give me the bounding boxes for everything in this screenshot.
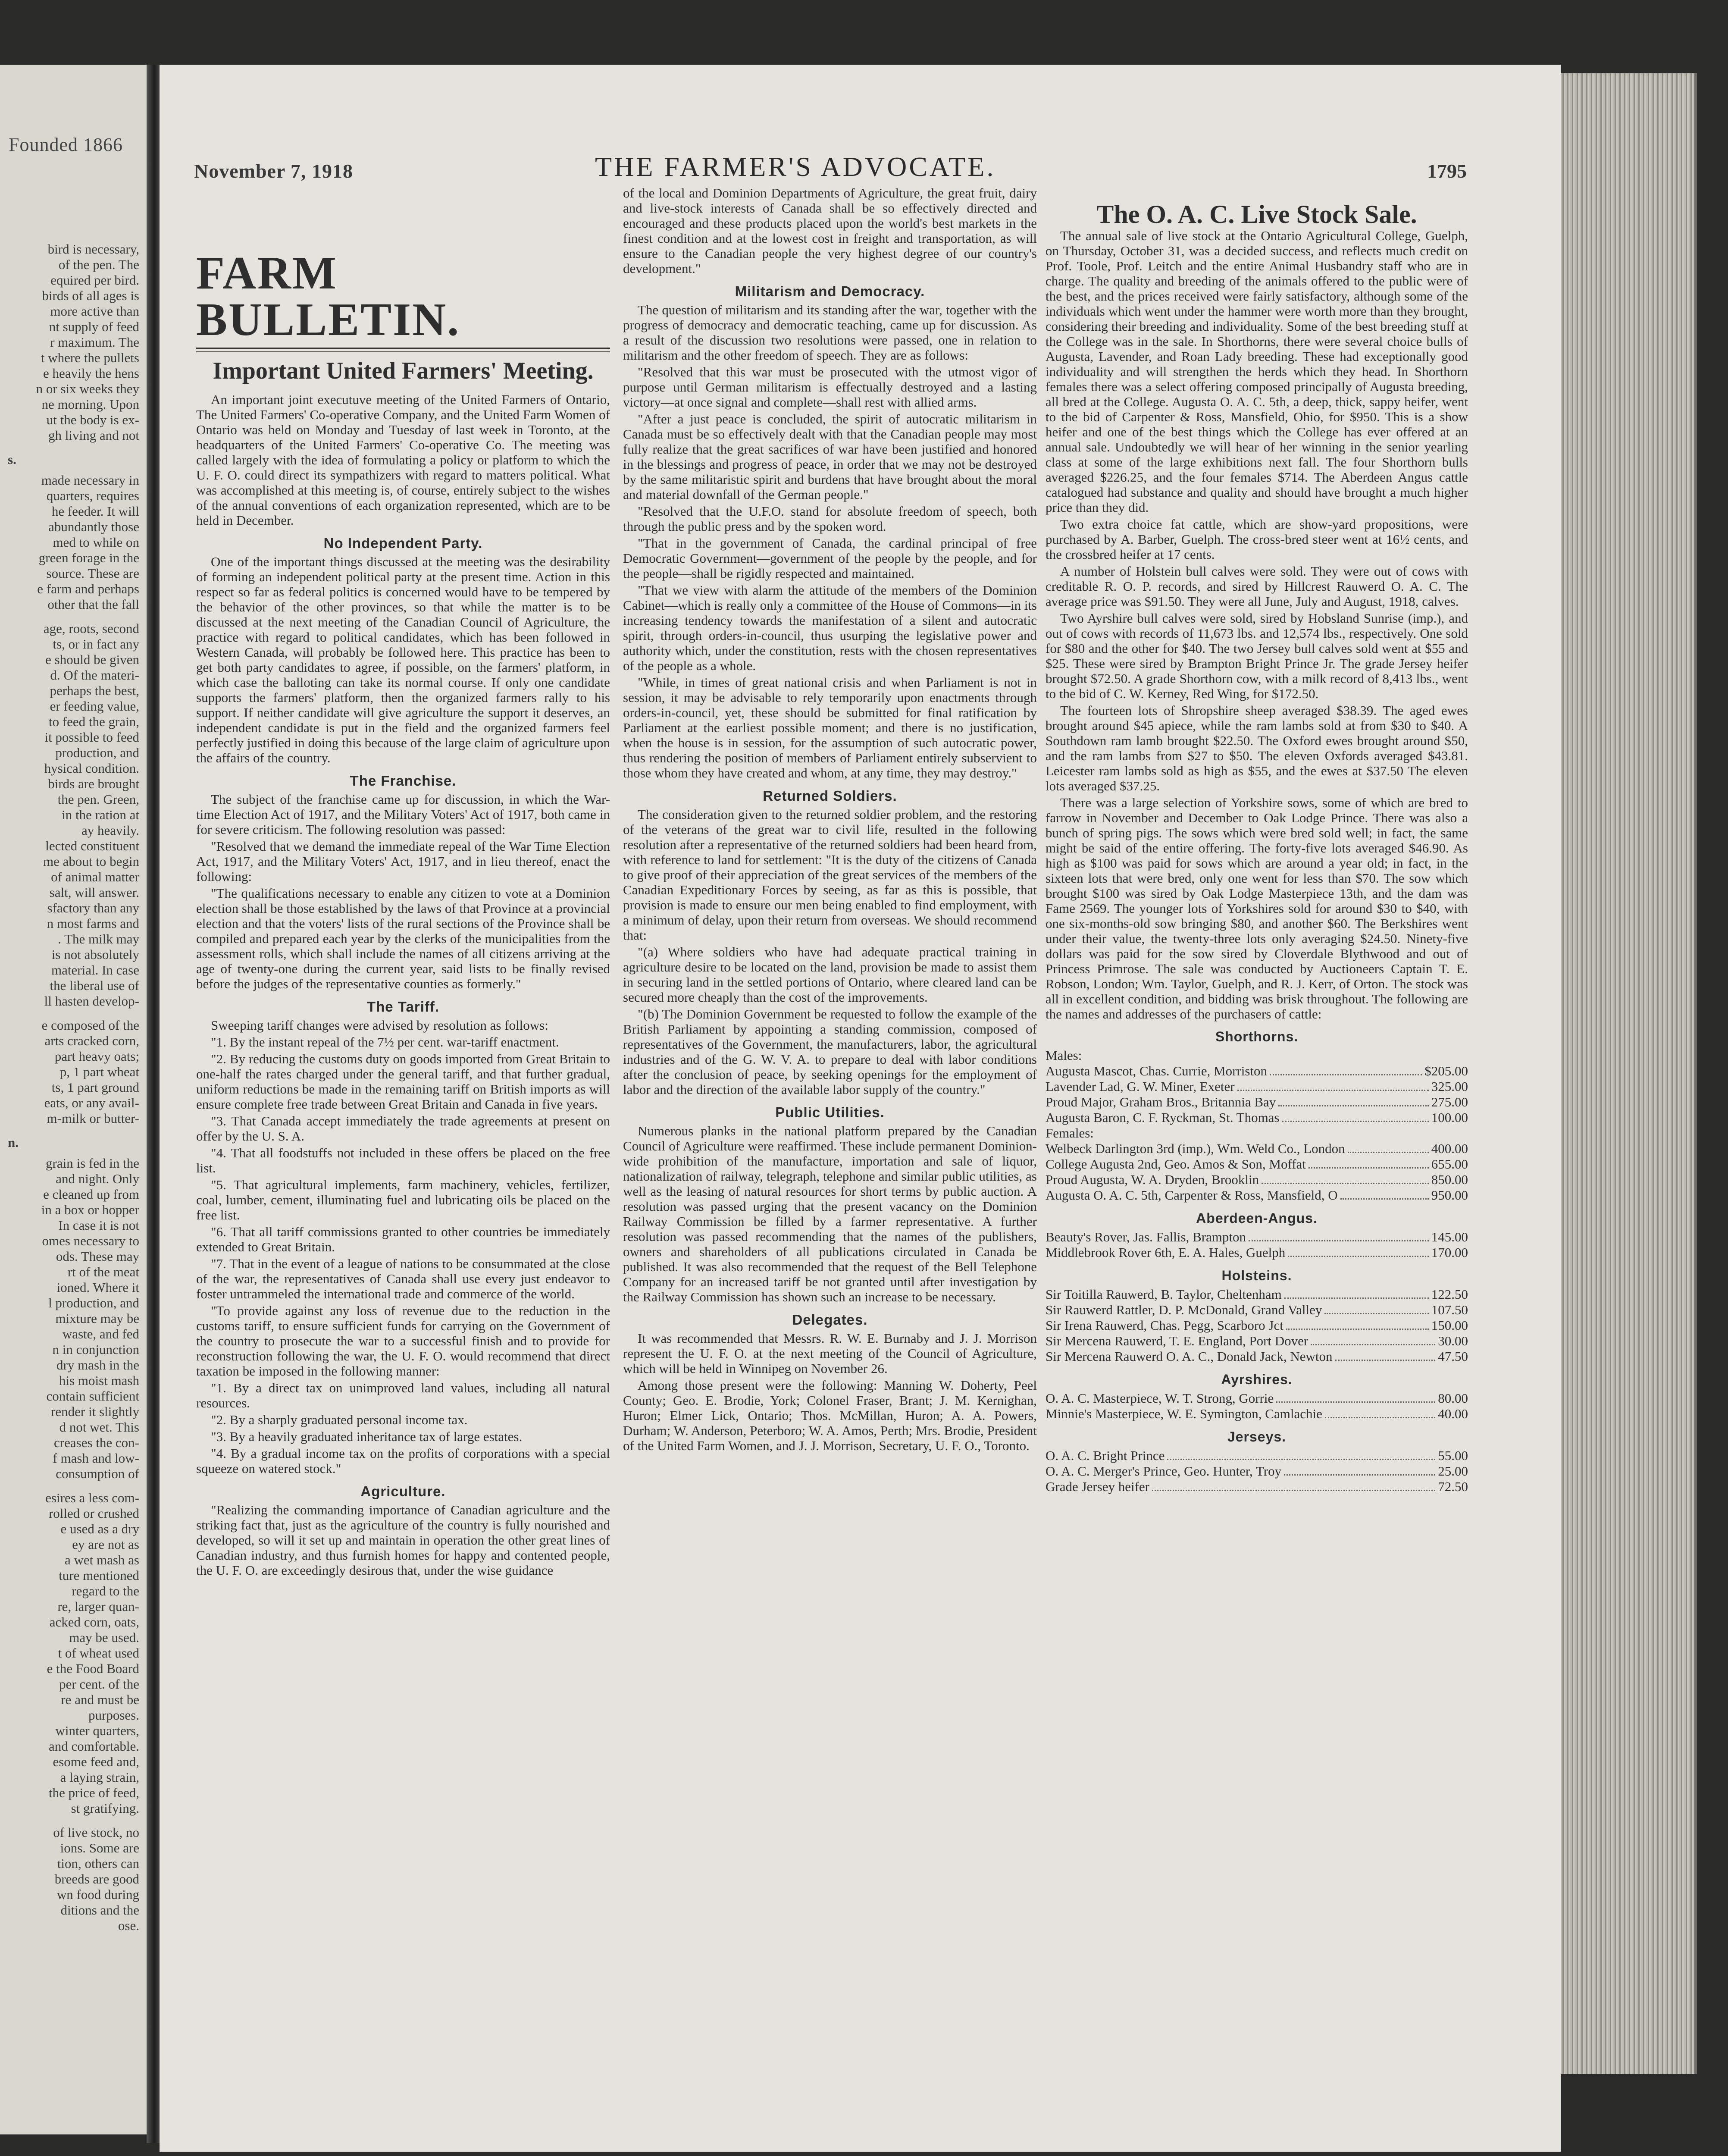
purchaser-entry: Welbeck Darlington 3rd (imp.), Wm. Weld Co., London [1046,1141,1345,1156]
leader-dots [1278,1105,1428,1106]
paragraph: "4. By a gradual income tax on the profits of corporations with a special squeeze on watered stock." [196,1446,610,1476]
purchaser-entry: O. A. C. Masterpiece, W. T. Strong, Gorrie [1046,1391,1274,1406]
paragraph: "1. By a direct tax on unimproved land values, including all natural resources. [196,1380,610,1410]
subheading: Public Utilities. [775,1104,885,1120]
leader-dots [1284,1297,1429,1299]
title-rule [196,348,610,352]
paragraph: "7. That in the event of a league of nations to be consummated at the close of the war, the representatives of Canada shall use every just endeavor to foster untrammeled the international trade and commerce of the world. [196,1256,610,1301]
sale-price: 55.00 [1438,1448,1468,1463]
subheading: Jerseys. [1227,1429,1287,1445]
subheading: Returned Soldiers. [763,788,897,804]
purchaser-entry: Sir Mercena Rauwerd O. A. C., Donald Jack, Newton [1046,1349,1333,1364]
sale-price: 107.50 [1431,1302,1468,1317]
left-fragment: s. [8,452,16,467]
leader-dots [1284,1474,1435,1476]
group-label: Males: [1046,1048,1082,1063]
price-row [1046,1302,1468,1318]
group-label: Females: [1046,1125,1094,1141]
running-head-founded: Founded 1866 [9,134,123,155]
sale-price: 30.00 [1438,1333,1468,1348]
paragraph: "3. By a heavily graduated inheritance tax of large estates. [211,1429,523,1444]
purchaser-entry: Minnie's Masterpiece, W. E. Symington, Camlachie [1046,1406,1322,1421]
paragraph: Two extra choice fat cattle, which are show-yard propositions, were purchased by A. Barber, Guelph. The cross-bred steer went at 16½ cents, and the crossbred heifer at 17 cents. [1046,517,1468,562]
left-fragment: grain is fed in the and night. Only e cleaned up from in a box or hopper In case it is not omes necessary to ods. These may rt of the meat ioned. Where it l production, and mixture may be waste, and fed n in conjunction dry mash in the his moist mash contain sufficient render it slightly d not wet. This creases the con- f mash and low- consumption of [41,1156,139,1481]
paragraph: "6. That all tariff commissions granted to other countries be immediately extended to Great Britain. [196,1224,610,1254]
leader-dots [1324,1313,1428,1314]
price-row [1046,1110,1468,1125]
page-number: 1795 [1427,160,1467,182]
leader-dots [1237,1090,1429,1091]
paragraph: The consideration given to the returned soldier problem, and the restoring of the veterans of the great war to civil life, resulted in the following resolution after a representative of the returned soldiers had been heard from, with reference to land for settlement: "It is the duty of the citizens of Canada to give proof of their appreciation of the great services of the members of the Canadian Expeditionary Forces by seeing, as far as this is possible, that provision is made to ensure our men being enabled to find employment, with a minimum of delay, upon their return from overseas. We should recommend that: [623,807,1037,943]
sale-price: 145.00 [1431,1229,1468,1244]
purchaser-entry: Augusta O. A. C. 5th, Carpenter & Ross, Mansfield, O [1046,1188,1338,1203]
price-list-aberdeen [1046,1229,1468,1260]
paragraph: It was recommended that Messrs. R. W. E. Burnaby and J. J. Morrison represent the U. F. O. at the next meeting of the Council of Agriculture, which will be held in Winnipeg on November 26. [623,1331,1037,1376]
paragraph: The question of militarism and its standing after the war, together with the progress of democracy and democratic teaching, came up for discussion. As a result of the discussion two resolutions were passed, one in relation to militarism and the other freedom of speech. They are as follows: [623,302,1037,363]
purchaser-entry: Augusta Mascot, Chas. Currie, Morriston [1046,1063,1268,1078]
paragraph: Sweeping tariff changes were advised by resolution as follows: [211,1018,548,1033]
leader-dots [1288,1256,1429,1257]
paragraph: "Resolved that this war must be prosecuted with the utmost vigor of purpose until German militarism is effectually destroyed and a lasting victory—at once signal and complete—shall rest with allied arms. [623,364,1037,410]
column-1 [196,250,610,1579]
purchaser-entry: Proud Augusta, W. A. Dryden, Brooklin [1046,1172,1259,1187]
subheading: The Tariff. [366,999,440,1015]
paragraph: The subject of the franchise came up for discussion, in which the War-time Election Act of 1917, and the Military Voters' Act of 1917, both came in for severe criticism. The following resolution was passed: [196,792,610,837]
price-row [1046,1318,1468,1333]
sale-price: 275.00 [1431,1094,1468,1109]
subheading: Delegates. [792,1312,868,1328]
paragraph: "The qualifications necessary to enable any citizen to vote at a Dominion election shall be those established by the laws of that Province at a provincial election and that the voters' lists of the rural sections of the Province shall be compiled and prepared each year by the clerks of the municipalities from the assessment rolls, which shall include the names of all citizens arriving at the age of twenty-one during the current year, said lists to be finally revised before the judges of the representative counties as formerly." [196,886,610,991]
publication-title: THE FARMER'S ADVOCATE. [595,151,996,182]
sale-price: 40.00 [1438,1406,1468,1421]
section-title: FARM BULLETIN. [196,248,460,345]
price-row [1046,1349,1468,1364]
paragraph: "2. By reducing the customs duty on goods imported from Great Britain to one-half the rates charged under the general tariff, and that further gradual, uniform reductions be made in the remaining tariff on British imports as will ensure complete free trade between Great Britain and Canada in five years. [196,1051,610,1112]
paragraph: of the local and Dominion Departments of Agriculture, the great fruit, dairy and live-stock interests of Canada shall be so effectively directed and encouraged and these products placed upon the world's best markets in the finest condition and at the lowest cost in freight and transportation, as will ensure to the Canadian people the very highest degree of our country's development." [623,185,1037,276]
subheading: Aberdeen-Angus. [1196,1210,1318,1226]
leader-dots [1152,1490,1435,1491]
purchaser-entry: Augusta Baron, C. F. Ryckman, St. Thomas [1046,1110,1280,1125]
left-facing-page [0,65,147,2134]
purchaser-entry: Sir Mercena Rauwerd, T. E. England, Port Dover [1046,1333,1309,1348]
newspaper-page [160,65,1561,2152]
paragraph: "That we view with alarm the attitude of the members of the Dominion Cabinet—which is really only a committee of the House of Commons—in its increasing tendency towards the manifestation of a silent and autocratic spirit, through orders-in-council, thus usurping the legislative power and authority which, under the constitution, rests with the chosen representatives of the people as a whole. [623,583,1037,673]
price-row [1046,1448,1468,1463]
purchaser-entry: Sir Toitilla Rauwerd, B. Taylor, Cheltenham [1046,1287,1282,1302]
paragraph: "5. That agricultural implements, farm machinery, vehicles, fertilizer, coal, lumber, cement, illuminating fuel and lubricating oils be placed on the free list. [196,1177,610,1222]
leader-dots [1262,1183,1429,1184]
leader-dots [1309,1167,1429,1169]
book-gutter [147,65,160,2143]
paragraph: "That in the government of Canada, the cardinal principal of free Democratic Government—government of the people by the people, and for the people—shall be rigidly respected and maintained. [623,536,1037,581]
left-fragment: of live stock, no ions. Some are tion, others can breeds are good wn food during ditions and the ose. [53,1825,139,1933]
purchaser-entry: Sir Rauwerd Rattler, D. P. McDonald, Grand Valley [1046,1302,1322,1317]
paragraph: "Resolved that we demand the immediate repeal of the War Time Election Act, 1917, and the Military Voters' Act, 1917, and in lieu thereof, enact the following: [196,839,610,884]
leader-dots [1167,1459,1435,1460]
price-row [1046,1079,1468,1094]
price-list-shorthorn-males [1046,1063,1468,1125]
price-list-ayrshires [1046,1391,1468,1422]
price-row [1046,1172,1468,1188]
subheading: Agriculture. [360,1483,446,1499]
purchaser-entry: Beauty's Rover, Jas. Fallis, Brampton [1046,1229,1246,1244]
paragraph: The annual sale of live stock at the Ontario Agricultural College, Guelph, on Thursday, October 31, was a decided success, and reflects much credit on Prof. Toole, Prof. Leitch and the entire Animal Husbandry staff who are in charge. The quality and breeding of the animals offered to the public were of the best, and the prices received were fairly satisfactory, although some of the individuals which went under the hammer were worth more than they brought, considering their breeding and individuality. Some of the best breeding stuff at the College was in the sale. In Shorthorns, there were several choice bulls of Augusta, Lavender, and Roan Lady breeding. These had exceptionally good individuality and will strengthen the herds which they head. In Shorthorn females there was a select offering composed principally of Augusta breeding, all bred at the College. Augusta O. A. C. 5th, a deep, thick, sappy heifer, went to the bid of Carpenter & Ross, Mansfield, Ohio, for $950. This is a show heifer and one of the best things which the College has ever offered at an annual sale. Undoubtedly we will hear of her winning in the senior yearling class at some of the large exhibitions next fall. The four Shorthorn bulls averaged $226.25, and the four females $714. The Aberdeen Angus cattle catalogued had substance and quality and should have brought a much higher price than they did. [1046,228,1468,515]
paragraph: "4. That all foodstuffs not included in these offers be placed on the free list. [196,1145,610,1175]
paragraph: The fourteen lots of Shropshire sheep averaged $38.39. The aged ewes brought around $45 apiece, while the ram lambs sold at from $30 to $40. A Southdown ram lamb brought $22.50. The Oxford ewes brought around $50, and the ram lambs from $27 to $50. The eleven Oxfords averaged $43.81. Leicester ram lambs sold as high as $55, and the ewes at $37.50 The eleven lots averaged $37.25. [1046,703,1468,793]
paragraph: "3. That Canada accept immediately the trade agreements at present on offer by the U. S. A. [196,1113,610,1144]
issue-date: November 7, 1918 [194,160,354,182]
subheading: Holsteins. [1221,1268,1292,1283]
purchaser-entry: Lavender Lad, G. W. Miner, Exeter [1046,1079,1235,1094]
price-row [1046,1479,1468,1495]
paragraph: "Resolved that the U.F.O. stand for absolute freedom of speech, both through the public press and by the spoken word. [623,504,1037,534]
leader-dots [1311,1344,1435,1345]
paragraph: An important joint executuve meeting of the United Farmers of Ontario, The United Farmers' Co-operative Company, and the United Farm Women of Ontario was held on Monday and Tuesday of last week in Toronto, at the headquarters of the United Farmers' Co-operative Co. The meeting was called largely with the idea of formulating a policy or platform to which the U. F. O. could direct its sympathizers with regard to matters political. What was accomplished at this meeting is, of course, entirely subject to the wishes of the annual conventions of each organization represented, which are to be held in December. [196,392,610,528]
sale-price: 325.00 [1431,1079,1468,1094]
leader-dots [1282,1121,1429,1122]
leader-dots [1340,1198,1429,1200]
subheading: Ayrshires. [1221,1372,1293,1387]
price-row [1046,1188,1468,1203]
sale-price: 950.00 [1431,1188,1468,1203]
subheading: Militarism and Democracy. [735,283,925,299]
price-list-shorthorn-females [1046,1141,1468,1203]
price-row [1046,1229,1468,1245]
purchaser-list [1046,1029,1468,1495]
sale-price: 850.00 [1431,1172,1468,1187]
paragraph: Numerous planks in the national platform prepared by the Canadian Council of Agriculture were reaffirmed. These include permanent Dominion-wide prohibition of the manufacture, importation and sale of liquor, nationalization of railway, telegraph, telephone and similar public utilities, as well as the leasing of natural resources for short terms by public auction. A resolution was passed urging that the present vacancy on the Dominion Railway Commission be filled by a farmer representative. A further resolution was passed recommending that the names of the publishers, owners and shareholders of all publications circulated in Canada be published. It was also recommended that the request of the Bell Telephone Company for an increased tariff be not granted until after investigation by the Railway Commission has shown such an increase to be necessary. [623,1123,1037,1304]
sale-price: 25.00 [1438,1463,1468,1479]
leader-dots [1276,1401,1435,1403]
subheading: The Franchise. [350,773,457,789]
purchaser-entry: O. A. C. Bright Prince [1046,1448,1165,1463]
paragraph: "(a) Where soldiers who have had adequate practical training in agriculture desire to be located on the land, provision be made to assist them in securing land in the settled portions of Ontario, where cleared land can be secured more cheaply than the cost of the improvements. [623,944,1037,1005]
price-row [1046,1094,1468,1110]
price-list-holsteins [1046,1287,1468,1364]
price-row [1046,1287,1468,1302]
purchaser-entry: Proud Major, Graham Bros., Britannia Bay [1046,1094,1276,1109]
paragraph: "(b) The Dominion Government be requested to follow the example of the British Parliament by appointing a standing commission, composed of representatives of the Government, the manufacturers, labor, the agricultural industries and of the G. W. V. A. to prepare to deal with labor conditions after the conclusion of peace, by seeking openings for the employment of labor and the direction of the available labor supply of the country." [623,1006,1037,1097]
subheading: No Independent Party. [323,535,483,551]
sale-price: 100.00 [1431,1110,1468,1125]
left-fragment: bird is necessary, of the pen. The equired per bird. birds of all ages is more active than nt supply of feed r maximum. The t where the pullets e heavily the hens n or six weeks they ne morning. Upon ut the body is ex- gh living and not [36,241,139,443]
leader-dots [1286,1329,1429,1330]
left-fragment: esires a less com- rolled or crushed e used as a dry ey are not as a wet mash as ture mentioned regard to the re, larger quan- acked corn, oats, may be used. t of wheat used e the Food Board per cent. of the re and must be purposes. winter quarters, and comfortable. esome feed and, a laying strain, the price of feed, st gratifying. [45,1490,139,1816]
purchaser-entry: Sir Irena Rauwerd, Chas. Pegg, Scarboro Jct [1046,1318,1283,1333]
sale-price: 72.50 [1438,1479,1468,1494]
sale-price: 122.50 [1431,1287,1468,1302]
left-fragment: made necessary in quarters, requires he feeder. It will abundantly those med to while on green forage in the source. These are e farm and perhaps other that the fall [37,473,139,612]
purchaser-entry: O. A. C. Merger's Prince, Geo. Hunter, Troy [1046,1463,1282,1479]
left-fragment: n. [8,1135,19,1150]
price-row [1046,1156,1468,1172]
purchaser-entry: Grade Jersey heifer [1046,1479,1149,1494]
sale-price: $205.00 [1424,1063,1468,1078]
price-row [1046,1141,1468,1156]
sale-price: 47.50 [1438,1349,1468,1364]
paragraph: Among those present were the following: Manning W. Doherty, Peel County; Geo. E. Brodie, York; Colonel Fraser, Brant; J. M. Kernighan, Huron; Elmer Lick, Ontario; Thos. McMillan, Huron; A. A. Powers, Durham; W. Anderson, Peterboro; W. A. Amos, Perth; Mrs. Brodie, President of the United Farm Women, and J. J. Morrison, Secretary, U. F. O., Toronto. [623,1378,1037,1453]
paragraph: "After a just peace is concluded, the spirit of autocratic militarism in Canada must be so effectively dealt with that the Canadian people may most fully realize that the great sacrifices of war have been justified and honored in the blessings and progress of peace, in order that we may not be destroyed by the same militaristic spirit and burdens that have brought about the moral and material downfall of the German people." [623,411,1037,502]
paragraph: "2. By a sharply graduated personal income tax. [211,1412,468,1427]
leader-dots [1325,1417,1435,1418]
paragraph: There was a large selection of Yorkshire sows, some of which are bred to farrow in November and December to Oak Lodge Prince. There was also a bunch of spring pigs. The sows which were bred sold well; in fact, the same might be said of the entire offering. The forty-five lots averaged $46.90. As high as $100 was paid for sows which are around a year old; in fact, in the sixteen lots that were bred, only one went for less than $70. The sow which brought $100 was sired by Oak Lodge Masterpiece 13th, and the dam was Fame 2569. The younger lots of Yorkshires sold for around $30 to $40, with one six-months-old sow bringing $80, and another $60. The Berkshires went under their value, the twenty-three lots only averaging $24.50. Ninety-five dollars was paid for the sow sired by Cloverdale Blythwood and out of Princess Primrose. The sale was conducted by Auctioneers Captain T. E. Robson, London; Wm. Taylor, Guelph, and R. J. Kerr, of Orton. The stock was all in excellent condition, and bidding was brisk throughout. The following are the names and addresses of the purchasers of cattle: [1046,795,1468,1022]
article-headline: The O. A. C. Live Stock Sale. [1096,200,1417,229]
paragraph: "To provide against any loss of revenue due to the reduction in the customs tariff, to ensure sufficient funds for carrying on the Government of the country to prosecute the war to a successful finish and to provide for reconstruction following the war, the U. F. O. would recommend that direct taxation be imposed in the following manner: [196,1303,610,1379]
price-row [1046,1406,1468,1422]
sale-price: 170.00 [1431,1245,1468,1260]
price-row [1046,1463,1468,1479]
column-3 [1046,200,1468,1495]
price-row [1046,1245,1468,1260]
paragraph: "1. By the instant repeal of the 7½ per cent. war-tariff enactment. [211,1034,559,1050]
paragraph: Two Ayrshire bull calves were sold, sired by Hobsland Sunrise (imp.), and out of cows with records of 11,673 lbs. and 12,574 lbs., respectively. One sold for $80 and the other for $40. The two Jersey bull calves sold went at $55 and $25. These were sired by Brampton Bright Prince Jr. The grade Jersey heifer brought $72.50. A grade Shorthorn cow, with a milk record of 8,413 lbs., went to the bid of C. W. Kerney, Red Wing, for $172.50. [1046,611,1468,701]
running-head [160,147,1561,185]
subheading: Shorthorns. [1215,1029,1299,1044]
price-row [1046,1333,1468,1349]
page-stack-edge [1561,73,1697,2074]
sale-price: 150.00 [1431,1318,1468,1333]
paragraph: "Realizing the commanding importance of Canadian agriculture and the striking fact that, just as the agriculture of the country is fully nourished and developed, so will it set up and maintain in operation the other great lines of Canadian industry, and thus furnish homes for happy and contented people, the U. F. O. are exceedingly desirous that, under the wise guidance [196,1502,610,1578]
sale-price: 80.00 [1438,1391,1468,1406]
leader-dots [1270,1074,1422,1075]
leader-dots [1335,1360,1436,1361]
left-page-text [8,241,139,1942]
price-row [1046,1063,1468,1079]
article-headline: Important United Farmers' Meeting. [213,357,594,384]
sale-price: 400.00 [1431,1141,1468,1156]
purchaser-entry: Middlebrook Rover 6th, E. A. Hales, Guelph [1046,1245,1286,1260]
left-fragment: e composed of the arts cracked corn, part heavy oats; p, 1 part wheat ts, 1 part ground eats, or any avail- m-milk or butter- [41,1018,139,1126]
price-row [1046,1391,1468,1406]
leader-dots [1348,1152,1429,1153]
purchaser-entry: College Augusta 2nd, Geo. Amos & Son, Moffat [1046,1156,1306,1172]
leader-dots [1249,1240,1429,1241]
sale-price: 655.00 [1431,1156,1468,1172]
paragraph: "While, in times of great national crisis and when Parliament is not in session, it may be advisable to rely temporarily upon enactments through orders-in-council, yet, these should be submitted for final ratification by Parliament at the earliest possible moment; and there is no justification, when the house is in session, for the assumption of such autocratic power, thus rendering the position of members of Parliament entirely subservient to those whom they have created and whom, at any time, they may destroy." [623,675,1037,780]
column-2 [623,185,1037,1455]
paragraph: One of the important things discussed at the meeting was the desirability of forming an independent political party at the present time. Action in this respect so far as federal politics is concerned would have to be tempered by the behavior of the other provinces, so that while the matter is to be discussed at the next meeting of the Canadian Council of Agriculture, the practice with regard to political candidates, which has been followed in Western Canada, will probably be followed here. This practice has been to get both party candidates to agree, if possible, on the farmers' platform, in which case the balloting can take its normal course. If only one candidate supports the farmers' platform, then the organized farmers rally to his support. If neither candidate will give agriculture the support it deserves, an independent candidate is put in the field and the organized farmers feel perfectly justified in doing this because of the large claim of agriculture upon the affairs of the country. [196,554,610,765]
paragraph: A number of Holstein bull calves were sold. They were out of cows with creditable R. O. P. records, and sired by Hillcrest Rauwerd O. A. C. The average price was $91.50. They were all June, July and August, 1918, calves. [1046,564,1468,609]
price-list-jerseys [1046,1448,1468,1495]
left-fragment: age, roots, second ts, or in fact any e should be given d. Of the materi- perhaps the best, er feeding value, to feed the grain, it possible to feed production, and hysical condition. birds are brought the pen. Green, in the ration at ay heavily. lected constituent me about to begin of animal matter salt, will answer. sfactory than any n most farms and . The milk may is not absolutely material. In case the liberal use of ll hasten develop- [43,621,139,1009]
